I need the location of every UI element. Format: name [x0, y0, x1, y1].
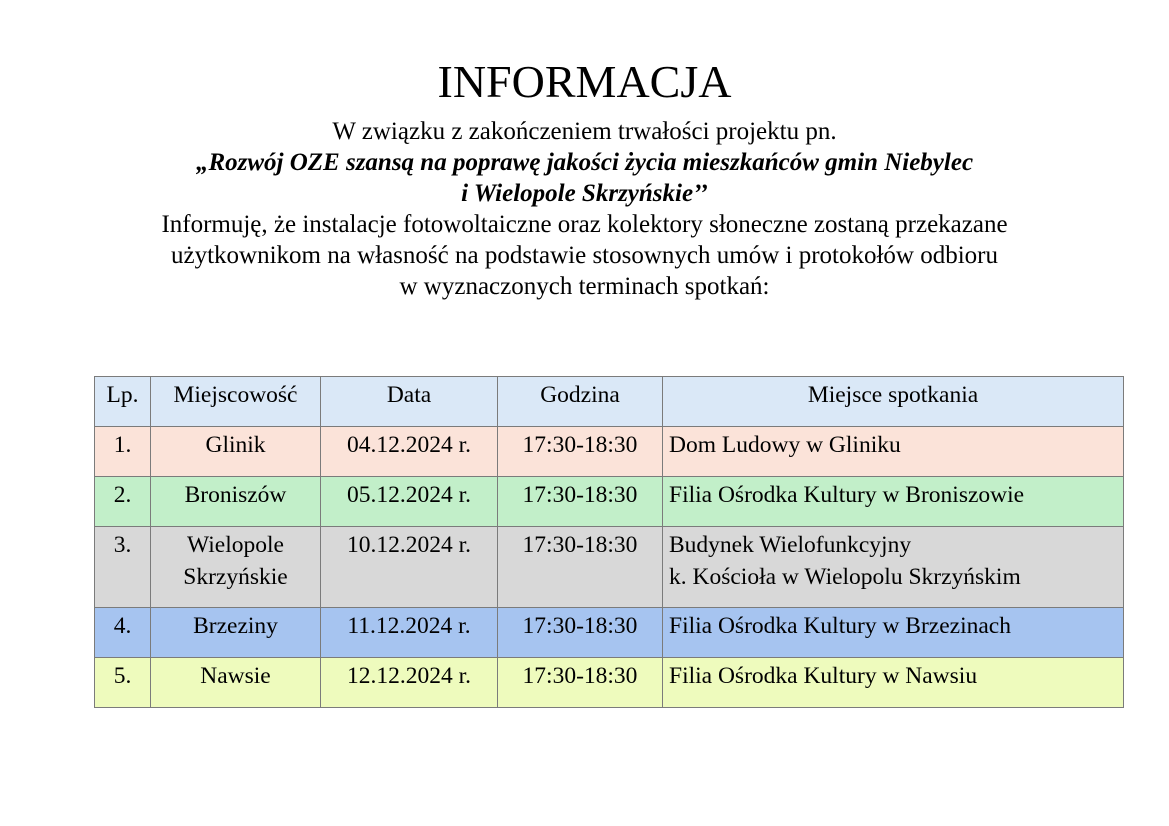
header-lp: Lp. — [95, 377, 151, 427]
header-time: Godzina — [498, 377, 663, 427]
cell-date: 05.12.2024 r. — [321, 477, 498, 527]
cell-venue: Filia Ośrodka Kultury w Nawsiu — [663, 658, 1124, 708]
cell-time: 17:30-18:30 — [498, 608, 663, 658]
cell-date: 12.12.2024 r. — [321, 658, 498, 708]
cell-place-line-2: Skrzyńskie — [183, 564, 288, 590]
table-row — [95, 427, 1124, 477]
document-header — [0, 52, 1169, 302]
intro-line: W związku z zakończeniem trwałości projektu pn. — [332, 118, 837, 145]
body-line-1: Informuję, że instalacje fotowoltaiczne oraz kolektory słoneczne zostaną przekazane — [161, 211, 1008, 238]
cell-time: 17:30-18:30 — [498, 658, 663, 708]
cell-venue — [663, 527, 1124, 608]
cell-time: 17:30-18:30 — [498, 427, 663, 477]
cell-venue: Filia Ośrodka Kultury w Brzezinach — [663, 608, 1124, 658]
cell-venue-line-2: k. Kościoła w Wielopolu Skrzyńskim — [669, 564, 1021, 590]
cell-place: Nawsie — [151, 658, 321, 708]
project-name-line-2: i Wielopole Skrzyńskie’’ — [461, 180, 708, 207]
header-date: Data — [321, 377, 498, 427]
page-title: INFORMACJA — [437, 56, 732, 107]
header-venue: Miejsce spotkania — [663, 377, 1124, 427]
cell-date: 04.12.2024 r. — [321, 427, 498, 477]
cell-venue: Filia Ośrodka Kultury w Broniszowie — [663, 477, 1124, 527]
cell-place: Glinik — [151, 427, 321, 477]
table-row — [95, 658, 1124, 708]
table-row — [95, 477, 1124, 527]
cell-lp: 4. — [95, 608, 151, 658]
cell-lp: 3. — [95, 527, 151, 608]
cell-place — [151, 527, 321, 608]
cell-lp: 1. — [95, 427, 151, 477]
cell-date: 11.12.2024 r. — [321, 608, 498, 658]
cell-time: 17:30-18:30 — [498, 527, 663, 608]
header-place: Miejscowość — [151, 377, 321, 427]
cell-place: Brzeziny — [151, 608, 321, 658]
meeting-schedule-table — [94, 376, 1124, 708]
cell-time: 17:30-18:30 — [498, 477, 663, 527]
table-row — [95, 608, 1124, 658]
project-name-line-1: „Rozwój OZE szansą na poprawę jakości życia mieszkańców gmin Niebylec — [195, 149, 974, 176]
cell-date: 10.12.2024 r. — [321, 527, 498, 608]
cell-venue: Dom Ludowy w Gliniku — [663, 427, 1124, 477]
cell-place-line-1: Wielopole — [187, 532, 284, 558]
cell-lp: 2. — [95, 477, 151, 527]
table-row — [95, 527, 1124, 608]
body-line-3: w wyznaczonych terminach spotkań: — [399, 273, 770, 300]
cell-venue-line-1: Budynek Wielofunkcyjny — [669, 532, 912, 558]
body-line-2: użytkownikom na własność na podstawie stosownych umów i protokołów odbioru — [171, 242, 998, 269]
cell-lp: 5. — [95, 658, 151, 708]
table-header-row — [95, 377, 1124, 427]
cell-place: Broniszów — [151, 477, 321, 527]
